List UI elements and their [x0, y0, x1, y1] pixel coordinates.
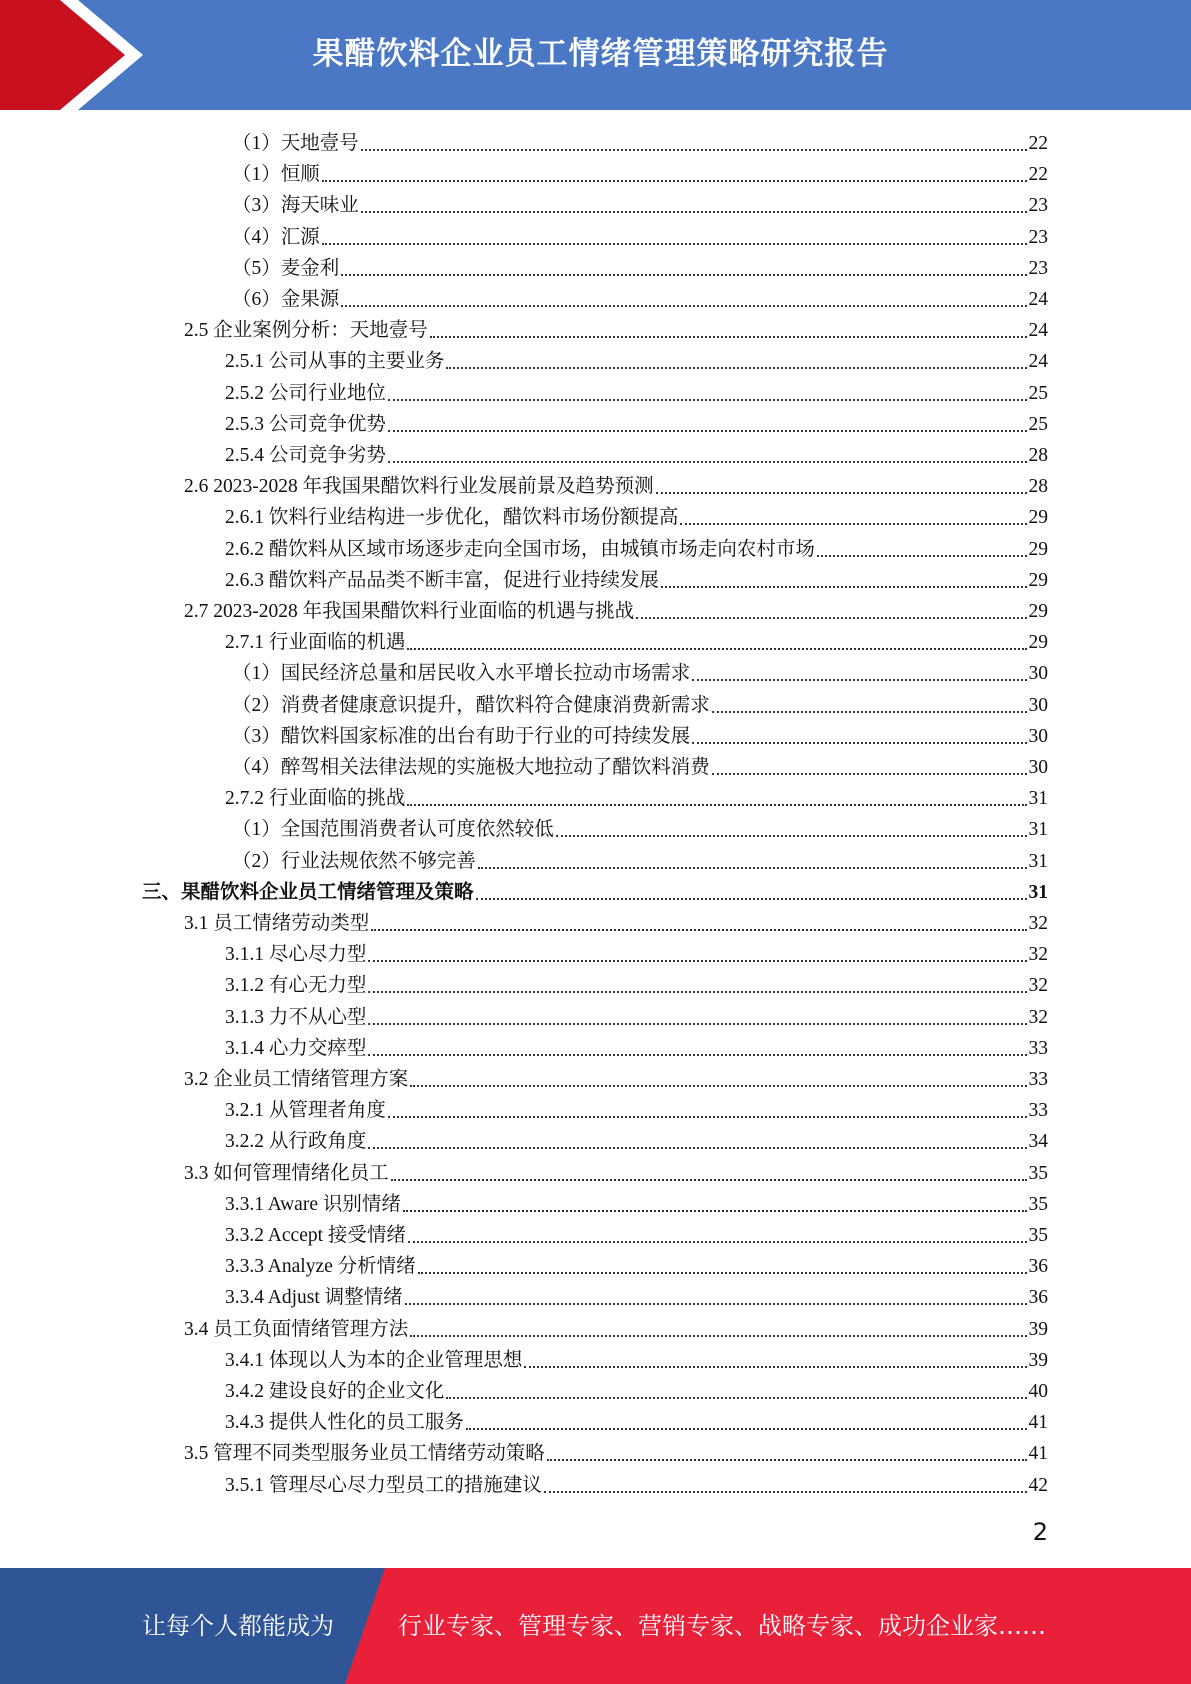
toc-entry-label: 2.6.2 醋饮料从区域市场逐步走向全国市场，由城镇市场走向农村市场 — [225, 538, 815, 560]
toc-entry-page: 28 — [1028, 445, 1048, 466]
toc-entry-label: 2.7 2023-2028 年我国果醋饮料行业面临的机遇与挑战 — [184, 601, 635, 622]
toc-entry-label: 2.5.2 公司行业地位 — [225, 382, 386, 404]
toc-entry-label: 2.5 企业案例分析：天地壹号 — [184, 320, 428, 342]
red-chevron-decoration — [0, 0, 160, 110]
toc-entry[interactable] — [225, 346, 1048, 377]
toc-entry-page: 33 — [1028, 1100, 1048, 1122]
toc-entry-page: 32 — [1028, 913, 1048, 934]
toc-leader-dots — [368, 959, 1026, 962]
toc-entry-page: 25 — [1028, 382, 1048, 404]
toc-entry-label: 3.3.2 Accept 接受情绪 — [225, 1225, 406, 1246]
toc-entry-page: 24 — [1028, 289, 1048, 310]
toc-entry[interactable] — [184, 1158, 1048, 1189]
toc-entry[interactable] — [232, 658, 1048, 689]
toc-leader-dots — [446, 366, 1026, 369]
toc-entry[interactable] — [184, 1438, 1048, 1469]
toc-entry-label: 2.6 2023-2028 年我国果醋饮料行业发展前景及趋势预测 — [184, 476, 654, 498]
toc-entry[interactable] — [232, 690, 1048, 721]
toc-entry-page: 36 — [1028, 1256, 1048, 1278]
toc-entry-page: 39 — [1028, 1349, 1048, 1371]
toc-entry[interactable] — [225, 1126, 1048, 1157]
toc-entry-page: 35 — [1028, 1193, 1048, 1215]
toc-entry[interactable] — [225, 409, 1048, 440]
toc-leader-dots — [661, 585, 1027, 588]
toc-leader-dots — [388, 398, 1027, 401]
toc-entry-label: 3.2.1 从管理者角度 — [225, 1100, 386, 1122]
toc-entry-label: 2.6.3 醋饮料产品品类不断丰富，促进行业持续发展 — [225, 569, 659, 591]
toc-entry-page: 22 — [1028, 133, 1048, 154]
toc-leader-dots — [466, 1427, 1027, 1430]
toc-entry[interactable] — [184, 1314, 1048, 1345]
toc-entry-label: 2.5.3 公司竞争优势 — [225, 413, 386, 435]
toc-entry-label: 3.3.1 Aware 识别情绪 — [225, 1193, 401, 1215]
footer-roles: 行业专家、管理专家、营销专家、战略专家、成功企业家…… — [398, 1612, 1046, 1640]
toc-entry[interactable] — [225, 565, 1048, 596]
toc-entry[interactable] — [225, 1282, 1048, 1313]
toc-entry-page: 28 — [1028, 476, 1048, 498]
toc-leader-dots — [368, 990, 1026, 993]
toc-entry[interactable] — [232, 846, 1048, 877]
toc-entry-label: 3.3 如何管理情绪化员工 — [184, 1162, 389, 1184]
toc-entry[interactable] — [225, 1376, 1048, 1407]
page-number: 2 — [1032, 1518, 1048, 1546]
toc-entry[interactable] — [232, 284, 1048, 315]
report-title: 果醋饮料企业员工情绪管理策略研究报告 — [312, 36, 889, 72]
toc-entry-page: 30 — [1028, 694, 1048, 716]
toc-entry[interactable] — [184, 1064, 1048, 1095]
toc-entry-label: 3.1.4 心力交瘁型 — [225, 1037, 367, 1059]
toc-entry-label: 3.4.3 提供人性化的员工服务 — [225, 1412, 464, 1434]
toc-entry-page: 42 — [1028, 1474, 1048, 1496]
toc-entry[interactable] — [225, 627, 1048, 658]
toc-entry-label: 2.7.2 行业面临的挑战 — [225, 788, 406, 810]
toc-entry-label: 2.5.1 公司从事的主要业务 — [225, 351, 445, 373]
toc-entry-label: 3.4 员工负面情绪管理方法 — [184, 1318, 409, 1340]
toc-entry-label: （3）海天味业 — [232, 195, 359, 217]
footer-slogan: 让每个人都能成为 — [142, 1612, 334, 1640]
toc-leader-dots — [341, 273, 1026, 276]
toc-entry-label: 3.3.3 Analyze 分析情绪 — [225, 1256, 416, 1278]
toc-leader-dots — [418, 1271, 1027, 1274]
toc-entry[interactable] — [232, 190, 1048, 221]
toc-entry-label: 3.3.4 Adjust 调整情绪 — [225, 1287, 403, 1309]
toc-entry-page: 31 — [1028, 788, 1048, 810]
toc-entry-label: （6）金果源 — [232, 289, 340, 310]
toc-entry-page: 32 — [1028, 1006, 1048, 1028]
toc-entry[interactable] — [225, 1033, 1048, 1064]
toc-entry-page: 41 — [1028, 1412, 1048, 1434]
toc-entry-label: 3.1.3 力不从心型 — [225, 1006, 367, 1028]
toc-entry-label: （3）醋饮料国家标准的出台有助于行业的可持续发展 — [232, 725, 691, 747]
toc-entry-label: 3.5 管理不同类型服务业员工情绪劳动策略 — [184, 1443, 545, 1465]
toc-leader-dots — [322, 179, 1027, 182]
toc-entry-label: （5）麦金利 — [232, 257, 340, 279]
toc-entry-page: 34 — [1028, 1131, 1048, 1153]
toc-entry-page: 41 — [1028, 1443, 1048, 1465]
toc-entry-label: （1）全国范围消费者认可度依然较低 — [232, 819, 554, 841]
toc-entry[interactable] — [142, 877, 1048, 908]
toc-entry-page: 23 — [1028, 226, 1048, 248]
toc-entry-page: 30 — [1028, 663, 1048, 685]
toc-entry[interactable] — [225, 1407, 1048, 1438]
toc-entry[interactable] — [225, 378, 1048, 409]
toc-leader-dots — [341, 304, 1026, 307]
toc-entry[interactable] — [225, 970, 1048, 1001]
toc-entry-page: 32 — [1028, 975, 1048, 997]
toc-entry-page: 31 — [1028, 881, 1048, 903]
toc-entry-page: 36 — [1028, 1287, 1048, 1309]
toc-leader-dots — [410, 1084, 1026, 1087]
toc-leader-dots — [524, 1365, 1026, 1368]
toc-leader-dots — [361, 210, 1027, 213]
toc-entry-page: 31 — [1028, 819, 1048, 841]
toc-entry-page: 29 — [1028, 601, 1048, 622]
toc-leader-dots — [405, 1302, 1027, 1305]
toc-leader-dots — [556, 834, 1027, 837]
toc-entry-page: 23 — [1028, 257, 1048, 279]
toc-entry-label: （1）恒顺 — [232, 164, 320, 186]
toc-leader-dots — [407, 647, 1026, 650]
toc-leader-dots — [361, 148, 1027, 151]
toc-entry-page: 32 — [1028, 944, 1048, 966]
toc-entry[interactable] — [184, 471, 1048, 502]
toc-entry[interactable] — [232, 721, 1048, 752]
toc-leader-dots — [391, 1178, 1027, 1181]
toc-leader-dots — [403, 1209, 1027, 1212]
toc-leader-dots — [368, 1146, 1026, 1149]
toc-leader-dots — [388, 429, 1027, 432]
toc-leader-dots — [368, 1053, 1026, 1056]
toc-leader-dots — [692, 678, 1026, 681]
toc-entry[interactable] — [225, 1189, 1048, 1220]
toc-entry[interactable] — [225, 1095, 1048, 1126]
page-footer — [0, 1568, 1191, 1684]
toc-entry-label: 2.6.1 饮料行业结构进一步优化，醋饮料市场份额提高 — [225, 507, 679, 529]
toc-entry-label: （1）天地壹号 — [232, 133, 359, 154]
toc-leader-dots — [388, 1115, 1027, 1118]
toc-entry-label: 2.5.4 公司竞争劣势 — [225, 445, 386, 466]
toc-entry-page: 35 — [1028, 1225, 1048, 1246]
toc-entry-page: 29 — [1028, 538, 1048, 560]
toc-entry-page: 35 — [1028, 1162, 1048, 1184]
toc-entry[interactable] — [225, 783, 1048, 814]
toc-entry-label: 3.1.2 有心无力型 — [225, 975, 367, 997]
toc-leader-dots — [680, 522, 1026, 525]
toc-leader-dots — [430, 335, 1027, 338]
toc-leader-dots — [368, 1022, 1026, 1025]
toc-entry-label: （4）汇源 — [232, 226, 320, 248]
toc-entry-page: 29 — [1028, 632, 1048, 654]
toc-entry[interactable] — [232, 159, 1048, 190]
toc-entry-page: 22 — [1028, 164, 1048, 186]
toc-entry-page: 24 — [1028, 351, 1048, 373]
toc-entry[interactable] — [232, 752, 1048, 783]
toc-entry-label: 3.1 员工情绪劳动类型 — [184, 913, 370, 934]
toc-leader-dots — [388, 460, 1027, 463]
toc-entry-page: 29 — [1028, 507, 1048, 529]
toc-entry-page: 33 — [1028, 1037, 1048, 1059]
toc-leader-dots — [712, 772, 1027, 775]
toc-entry[interactable] — [184, 315, 1048, 346]
toc-entry-label: 3.2 企业员工情绪管理方案 — [184, 1069, 409, 1090]
toc-entry-page: 30 — [1028, 757, 1048, 778]
toc-entry[interactable] — [225, 1345, 1048, 1376]
toc-entry[interactable] — [232, 222, 1048, 253]
toc-leader-dots — [371, 928, 1026, 931]
toc-entry-label: 3.1.1 尽心尽力型 — [225, 944, 367, 966]
toc-leader-dots — [407, 803, 1026, 806]
toc-leader-dots — [410, 1334, 1026, 1337]
toc-entry[interactable] — [225, 1002, 1048, 1033]
toc-leader-dots — [692, 741, 1026, 744]
page-header — [0, 0, 1191, 110]
toc-entry[interactable] — [225, 1220, 1048, 1251]
toc-entry-page: 40 — [1028, 1381, 1048, 1402]
toc-entry-label: （2）行业法规依然不够完善 — [232, 850, 476, 872]
toc-entry[interactable] — [225, 440, 1048, 471]
toc-leader-dots — [446, 1396, 1026, 1399]
toc-entry-page: 33 — [1028, 1069, 1048, 1090]
toc-entry-label: （1）国民经济总量和居民收入水平增长拉动市场需求 — [232, 663, 691, 685]
toc-entry[interactable] — [225, 939, 1048, 970]
toc-entry-page: 24 — [1028, 320, 1048, 342]
toc-entry[interactable] — [225, 534, 1048, 565]
toc-entry[interactable] — [225, 1251, 1048, 1282]
toc-leader-dots — [636, 616, 1026, 619]
toc-entry-label: 三、果醋饮料企业员工情绪管理及策略 — [142, 881, 474, 903]
toc-leader-dots — [476, 897, 1027, 900]
toc-entry[interactable] — [184, 908, 1048, 939]
toc-entry[interactable] — [225, 1470, 1048, 1501]
toc-leader-dots — [322, 242, 1027, 245]
toc-entry-page: 25 — [1028, 413, 1048, 435]
toc-entry[interactable] — [232, 814, 1048, 845]
toc-entry-page: 29 — [1028, 569, 1048, 591]
toc-leader-dots — [817, 554, 1027, 557]
toc-entry-label: （4）醉驾相关法律法规的实施极大地拉动了醋饮料消费 — [232, 757, 710, 778]
toc-entry-label: 3.2.2 从行政角度 — [225, 1131, 367, 1153]
toc-entry-page: 23 — [1028, 195, 1048, 217]
toc-leader-dots — [478, 866, 1027, 869]
toc-entry-label: 3.4.1 体现以人为本的企业管理思想 — [225, 1349, 523, 1371]
toc-leader-dots — [712, 710, 1027, 713]
toc-leader-dots — [544, 1490, 1027, 1493]
toc-entry-label: 2.7.1 行业面临的机遇 — [225, 632, 406, 654]
toc-entry-page: 31 — [1028, 850, 1048, 872]
toc-entry-label: 3.4.2 建设良好的企业文化 — [225, 1381, 445, 1402]
toc-entry-label: （2）消费者健康意识提升，醋饮料符合健康消费新需求 — [232, 694, 710, 716]
toc-entry[interactable] — [232, 253, 1048, 284]
toc-leader-dots — [656, 491, 1027, 494]
toc-leader-dots — [408, 1240, 1027, 1243]
toc-entry[interactable] — [232, 128, 1048, 159]
toc-entry-label: 3.5.1 管理尽心尽力型员工的措施建议 — [225, 1474, 542, 1496]
toc-entry-page: 39 — [1028, 1318, 1048, 1340]
toc-entry[interactable] — [184, 596, 1048, 627]
toc-entry[interactable] — [225, 502, 1048, 533]
toc-entry-page: 30 — [1028, 725, 1048, 747]
toc-leader-dots — [547, 1458, 1027, 1461]
